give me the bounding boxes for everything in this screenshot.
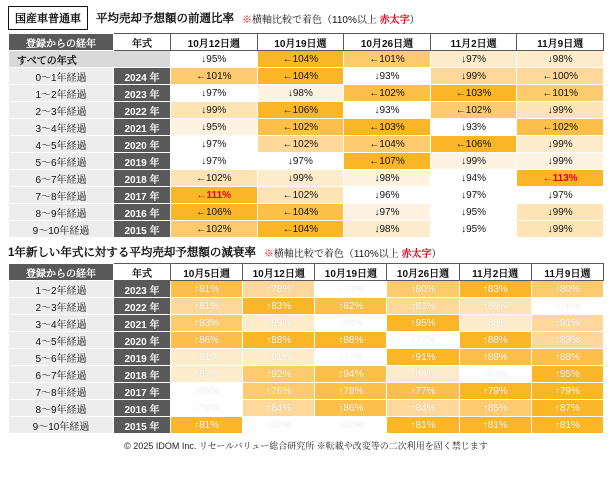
section2-note-mark: ※ <box>263 248 274 260</box>
table1-col-w1: 10月12日週 <box>171 34 258 51</box>
table2-col-w6: 11月9日週 <box>531 264 603 281</box>
table2-col-w1: 10月5日週 <box>171 264 243 281</box>
data-cell: ↑87% <box>171 366 243 383</box>
table-row <box>9 298 604 315</box>
data-cell: ↓96% <box>344 187 431 204</box>
data-cell: ↑78% <box>315 383 387 400</box>
vehicle-category-badge: 国産車普通車 <box>8 6 88 30</box>
data-cell: ↑89% <box>243 315 315 332</box>
data-cell: ↑88% <box>243 332 315 349</box>
data-cell: ↑79% <box>171 400 243 417</box>
data-cell: ↑81% <box>243 349 315 366</box>
data-cell: ↑81% <box>171 281 243 298</box>
year-label: 2022 年 <box>114 298 171 315</box>
data-cell: ↑81% <box>387 417 459 434</box>
data-cell: ↓99% <box>257 170 344 187</box>
section2-note-text: 横軸比較で着色（110%以上 <box>273 248 402 260</box>
age-label: 7～8年経過 <box>9 187 114 204</box>
data-cell: ↑79% <box>531 383 603 400</box>
data-cell: ↓95% <box>171 119 258 136</box>
table1-col-age: 登録からの経年 <box>9 34 114 51</box>
data-cell: ←101% <box>171 68 258 85</box>
data-cell: ↑92% <box>243 366 315 383</box>
age-label: 0～1年経過 <box>9 68 114 85</box>
section1-note <box>242 11 420 26</box>
age-label: 6～7年経過 <box>9 366 114 383</box>
data-cell: ↑73% <box>315 281 387 298</box>
table-row <box>9 119 604 136</box>
age-label: 1～2年経過 <box>9 85 114 102</box>
age-label: 8～9年経過 <box>9 204 114 221</box>
age-label: 4～5年経過 <box>9 136 114 153</box>
data-cell: ↑79% <box>459 383 531 400</box>
age-label: 3～4年経過 <box>9 119 114 136</box>
section1-note-mark: ※ <box>242 14 252 26</box>
section2-note-red: 赤太字 <box>401 248 432 260</box>
data-cell: ↑78% <box>531 298 603 315</box>
data-cell: ←107% <box>344 153 431 170</box>
table-row <box>9 85 604 102</box>
data-cell: ↓98% <box>517 51 604 68</box>
table1-col-w2: 10月19日週 <box>257 34 344 51</box>
data-cell: ←104% <box>257 51 344 68</box>
data-cell: ↑85% <box>459 400 531 417</box>
table-row <box>9 417 604 434</box>
data-cell: ↑81% <box>387 298 459 315</box>
data-cell: ←101% <box>344 51 431 68</box>
section2-note-end: ） <box>431 248 442 260</box>
year-label: 2021 年 <box>114 315 171 332</box>
data-cell: ↑69% <box>171 383 243 400</box>
year-label: 2020 年 <box>114 136 171 153</box>
data-cell: ←104% <box>257 68 344 85</box>
weekly-ratio-table <box>8 33 604 238</box>
all-years-label: すべての年式 <box>9 51 171 68</box>
table-row <box>9 349 604 366</box>
data-cell: ↓93% <box>344 68 431 85</box>
age-label: 9～10年経過 <box>9 417 114 434</box>
data-cell: ↓97% <box>344 204 431 221</box>
data-cell: ↓97% <box>430 51 517 68</box>
year-label: 2017 年 <box>114 383 171 400</box>
year-label: 2017 年 <box>114 187 171 204</box>
year-label: 2024 年 <box>114 68 171 85</box>
data-cell: ↓99% <box>517 221 604 238</box>
table2-col-year: 年式 <box>114 264 171 281</box>
data-cell: ↑80% <box>315 417 387 434</box>
data-cell: ←113% <box>517 170 604 187</box>
data-cell: ↓97% <box>171 153 258 170</box>
data-cell: ←106% <box>257 102 344 119</box>
table-row <box>9 170 604 187</box>
data-cell: ←102% <box>517 119 604 136</box>
age-label: 2～3年経過 <box>9 102 114 119</box>
data-cell: ↑76% <box>243 383 315 400</box>
data-cell: ↓99% <box>517 102 604 119</box>
data-cell: ↑81% <box>531 417 603 434</box>
table1-col-year: 年式 <box>114 34 171 51</box>
data-cell: ←102% <box>344 85 431 102</box>
table-row <box>9 315 604 332</box>
data-cell: ↑83% <box>531 332 603 349</box>
table-row <box>9 221 604 238</box>
data-cell: ↑91% <box>387 349 459 366</box>
data-cell: ↓95% <box>430 204 517 221</box>
data-cell: ↑81% <box>171 417 243 434</box>
age-label: 7～8年経過 <box>9 383 114 400</box>
age-label: 4～5年経過 <box>9 332 114 349</box>
table1-col-w5: 11月9日週 <box>517 34 604 51</box>
data-cell: ↓98% <box>257 85 344 102</box>
data-cell: ↑88% <box>459 349 531 366</box>
age-label: 8～9年経過 <box>9 400 114 417</box>
year-label: 2015 年 <box>114 417 171 434</box>
year-label: 2019 年 <box>114 153 171 170</box>
data-cell: ←100% <box>517 68 604 85</box>
age-label: 3～4年経過 <box>9 315 114 332</box>
data-cell: ←106% <box>430 136 517 153</box>
data-cell: ↑88% <box>459 332 531 349</box>
table-row <box>9 136 604 153</box>
section2-note <box>264 245 442 260</box>
data-cell: ↑94% <box>315 366 387 383</box>
year-label: 2015 年 <box>114 221 171 238</box>
data-cell: ↑95% <box>387 315 459 332</box>
age-label: 9～10年経過 <box>9 221 114 238</box>
data-cell: ←102% <box>257 119 344 136</box>
data-cell: ↑83% <box>459 366 531 383</box>
data-cell: ↓97% <box>171 85 258 102</box>
data-cell: ↑86% <box>315 400 387 417</box>
table-row <box>9 281 604 298</box>
data-cell: ↑88% <box>315 332 387 349</box>
data-cell: ↑80% <box>459 298 531 315</box>
data-cell: ↑81% <box>171 298 243 315</box>
data-cell: ↓99% <box>517 204 604 221</box>
section2-caption <box>8 244 604 260</box>
data-cell: ↓99% <box>171 102 258 119</box>
year-label: 2018 年 <box>114 366 171 383</box>
table2-col-w5: 11月2日週 <box>459 264 531 281</box>
table-row <box>9 366 604 383</box>
data-cell: ↑81% <box>171 349 243 366</box>
data-cell: ←101% <box>517 85 604 102</box>
year-label: 2023 年 <box>114 281 171 298</box>
year-label: 2021 年 <box>114 119 171 136</box>
table2-col-age: 登録からの経年 <box>9 264 114 281</box>
table2-col-w4: 10月26日週 <box>387 264 459 281</box>
data-cell: ←104% <box>257 221 344 238</box>
data-cell: ↑84% <box>243 400 315 417</box>
data-cell: ↓99% <box>430 153 517 170</box>
year-label: 2018 年 <box>114 170 171 187</box>
data-cell: ↑80% <box>387 281 459 298</box>
year-label: 2016 年 <box>114 400 171 417</box>
age-label: 2～3年経過 <box>9 298 114 315</box>
data-cell: ↓97% <box>171 136 258 153</box>
data-cell: ↑91% <box>531 315 603 332</box>
data-cell: ↑95% <box>531 366 603 383</box>
decay-rate-table <box>8 263 604 434</box>
age-label: 1～2年経過 <box>9 281 114 298</box>
table1-col-w4: 11月2日週 <box>430 34 517 51</box>
section1-title: 平均売却予想額の前週比率 <box>96 13 234 25</box>
data-cell: ↑88% <box>459 315 531 332</box>
section2-title: 1年新しい年式に対する平均売却予想額の減衰率 <box>8 247 256 259</box>
data-cell: ↑87% <box>531 400 603 417</box>
data-cell: ←102% <box>171 170 258 187</box>
table-row <box>9 153 604 170</box>
data-cell: ↑77% <box>387 383 459 400</box>
data-cell: ↑80% <box>531 281 603 298</box>
data-cell: ↓97% <box>257 153 344 170</box>
table-row <box>9 51 604 68</box>
age-label: 5～6年経過 <box>9 349 114 366</box>
year-label: 2016 年 <box>114 204 171 221</box>
data-cell: ←104% <box>257 204 344 221</box>
data-cell: ↑93% <box>171 315 243 332</box>
data-cell: ↓98% <box>344 170 431 187</box>
data-cell: ←102% <box>430 102 517 119</box>
data-cell: ↓99% <box>430 68 517 85</box>
data-cell: ↑82% <box>315 298 387 315</box>
year-label: 2019 年 <box>114 349 171 366</box>
year-label: 2023 年 <box>114 85 171 102</box>
age-label: 5～6年経過 <box>9 153 114 170</box>
data-cell: ↑77% <box>315 349 387 366</box>
data-cell: ↑77% <box>387 332 459 349</box>
year-label: 2022 年 <box>114 102 171 119</box>
data-cell: ←102% <box>171 221 258 238</box>
table-row <box>9 187 604 204</box>
data-cell: ↓97% <box>430 187 517 204</box>
section1-note-text: 横軸比較で着色（110%以上 <box>252 14 380 26</box>
copyright-footer: © 2025 IDOM Inc. リセールバリュー総合研究所 ※転載や改変等の二次利用を固く禁じます <box>124 441 488 451</box>
data-cell: ←103% <box>344 119 431 136</box>
data-cell: ↓94% <box>430 170 517 187</box>
table-row <box>9 332 604 349</box>
data-cell: ↑86% <box>315 315 387 332</box>
data-cell: ↑86% <box>171 332 243 349</box>
table-row <box>9 102 604 119</box>
data-cell: ↑81% <box>459 417 531 434</box>
table-row <box>9 68 604 85</box>
data-cell: ↑88% <box>531 349 603 366</box>
data-cell: ←102% <box>257 187 344 204</box>
data-cell: ↑84% <box>387 400 459 417</box>
section1-note-red: 赤太字 <box>379 14 410 26</box>
table-row <box>9 400 604 417</box>
data-cell: ↓93% <box>430 119 517 136</box>
data-cell: ↓97% <box>517 187 604 204</box>
data-cell: ←102% <box>257 136 344 153</box>
year-label: 2020 年 <box>114 332 171 349</box>
data-cell: ↓99% <box>517 153 604 170</box>
section1-caption <box>8 6 604 30</box>
data-cell: ↓99% <box>517 136 604 153</box>
data-cell: ←103% <box>430 85 517 102</box>
table1-col-w3: 10月26日週 <box>344 34 431 51</box>
age-label: 6～7年経過 <box>9 170 114 187</box>
data-cell: ←104% <box>344 136 431 153</box>
data-cell: ←111% <box>171 187 258 204</box>
table2-header-row <box>9 264 604 281</box>
table-row <box>9 204 604 221</box>
table1-header-row <box>9 34 604 51</box>
data-cell: ↑78% <box>243 281 315 298</box>
data-cell: ↓95% <box>171 51 258 68</box>
data-cell: ↑83% <box>459 281 531 298</box>
table2-col-w2: 10月12日週 <box>243 264 315 281</box>
data-cell: ↑83% <box>243 298 315 315</box>
data-cell: ↓93% <box>344 102 431 119</box>
section1-note-end: ） <box>409 14 420 26</box>
data-cell: ↑86% <box>387 366 459 383</box>
table-row <box>9 383 604 400</box>
data-cell: ↑80% <box>243 417 315 434</box>
data-cell: ←106% <box>171 204 258 221</box>
data-cell: ↓98% <box>344 221 431 238</box>
table2-col-w3: 10月19日週 <box>315 264 387 281</box>
data-cell: ↓95% <box>430 221 517 238</box>
